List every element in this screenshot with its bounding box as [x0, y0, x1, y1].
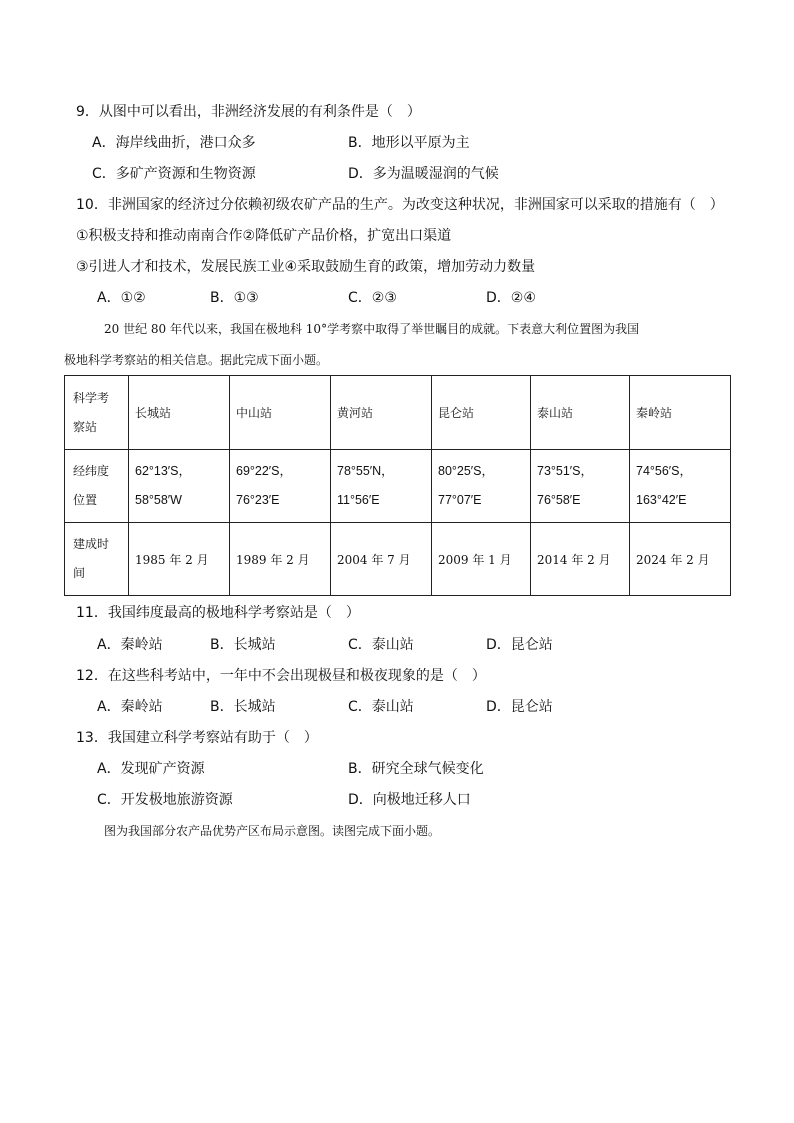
station-coords: 62°13′S， 58°58′W — [129, 450, 230, 523]
station-name: 泰山站 — [531, 376, 630, 450]
station-name: 长城站 — [129, 376, 230, 450]
q9-option-a: A．海岸线曲折，港口众多 — [92, 135, 256, 151]
station-date: 2009 年 1 月 — [432, 523, 531, 596]
question-11-stem: 11．我国纬度最高的极地科学考察站是（ ） — [76, 605, 360, 621]
station-name: 黄河站 — [331, 376, 432, 450]
q10-option-c: C．②③ — [348, 290, 397, 306]
station-coords: 74°56′S， 163°42′E — [630, 450, 731, 523]
question-10-stem: 10．非洲国家的经济过分依赖初级农矿产品的生产。为改变这种状况，非洲国家可以采取的措施有（ ） — [76, 197, 724, 213]
row-header-station: 科学考 察站 — [65, 376, 129, 450]
q13-option-a: A．发现矿产资源 — [97, 761, 205, 777]
station-date: 2004 年 7 月 — [331, 523, 432, 596]
q13-option-d: D．向极地迁移人口 — [348, 792, 471, 808]
q10-option-a: A．①② — [97, 290, 146, 306]
q11-option-a: A．秦岭站 — [97, 637, 163, 653]
q12-option-d: D．昆仑站 — [486, 699, 553, 715]
q13-option-b: B．研究全球气候变化 — [348, 761, 484, 777]
q9-option-c: C．多矿产资源和生物资源 — [92, 166, 256, 182]
table-row — [65, 376, 731, 450]
station-name: 昆仑站 — [432, 376, 531, 450]
q9-option-b: B．地形以平原为主 — [348, 135, 470, 151]
station-name: 中山站 — [230, 376, 331, 450]
station-date: 1989 年 2 月 — [230, 523, 331, 596]
table-row — [65, 450, 731, 523]
q10-option-d: D．②④ — [486, 290, 536, 306]
station-date: 2014 年 2 月 — [531, 523, 630, 596]
q10-statement-2: ③引进人才和技术，发展民族工业④采取鼓励生育的政策，增加劳动力数量 — [76, 259, 536, 275]
station-coords: 73°51′S， 76°58′E — [531, 450, 630, 523]
agri-intro: 图为我国部分农产品优势产区布局示意图。读图完成下面小题。 — [104, 824, 441, 838]
q10-option-b: B．①③ — [210, 290, 259, 306]
q12-option-b: B．长城站 — [210, 699, 276, 715]
q12-option-c: C．泰山站 — [348, 699, 414, 715]
q10-statement-1: ①积极支持和推动南南合作②降低矿产品价格，扩宽出口渠道 — [76, 228, 452, 244]
q12-option-a: A．秦岭站 — [97, 699, 163, 715]
row-header-coords: 经纬度 位置 — [65, 450, 129, 523]
q13-option-c: C．开发极地旅游资源 — [97, 792, 233, 808]
station-date: 1985 年 2 月 — [129, 523, 230, 596]
q11-option-b: B．长城站 — [210, 637, 276, 653]
stations-intro-line-1: 20 世纪 80 年代以来，我国在极地科 10°学考察中取得了举世瞩目的成就。下表意大利位置图为我国 — [104, 322, 640, 336]
question-12-stem: 12．在这些科考站中，一年中不会出现极昼和极夜现象的是（ ） — [76, 668, 486, 684]
question-9-stem: 9．从图中可以看出，非洲经济发展的有利条件是（ ） — [76, 104, 421, 120]
q9-option-d: D．多为温暖湿润的气候 — [348, 166, 499, 182]
stations-table — [64, 375, 731, 596]
station-coords: 80°25′S， 77°07′E — [432, 450, 531, 523]
q11-option-d: D．昆仑站 — [486, 637, 553, 653]
row-header-date: 建成时 间 — [65, 523, 129, 596]
stations-intro-line-2: 极地科学考察站的相关信息。据此完成下面小题。 — [64, 353, 329, 367]
q11-option-c: C．泰山站 — [348, 637, 414, 653]
station-coords: 69°22′S， 76°23′E — [230, 450, 331, 523]
question-13-stem: 13．我国建立科学考察站有助于（ ） — [76, 730, 318, 746]
station-coords: 78°55′N， 11°56′E — [331, 450, 432, 523]
station-date: 2024 年 2 月 — [630, 523, 731, 596]
station-name: 秦岭站 — [630, 376, 731, 450]
table-row — [65, 523, 731, 596]
